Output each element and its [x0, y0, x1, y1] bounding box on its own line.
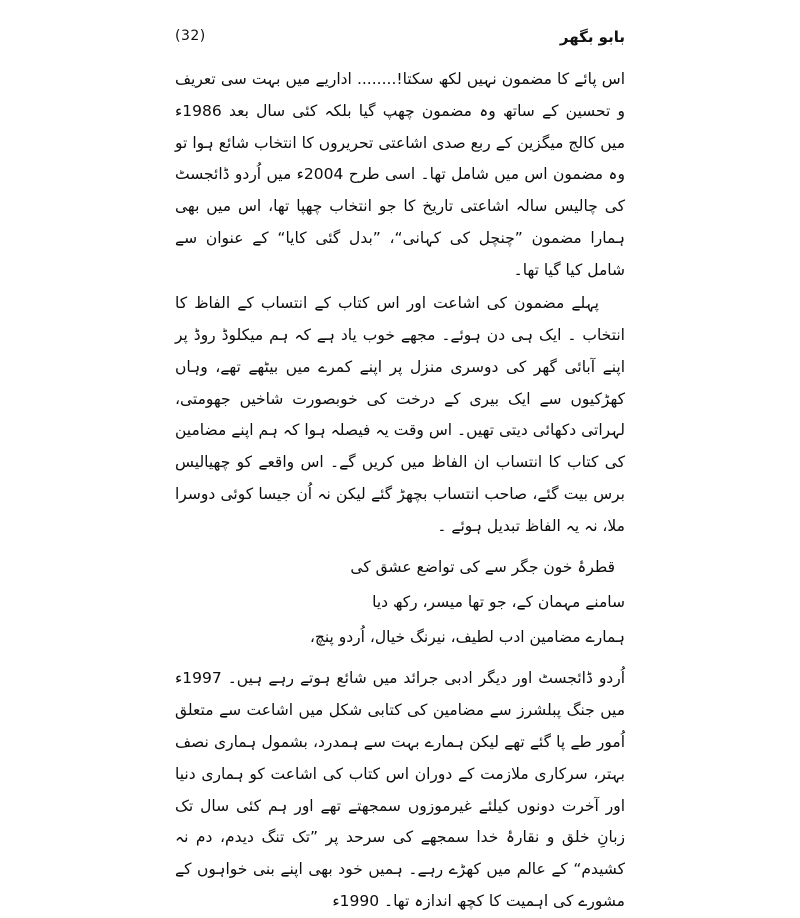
- page-number: (32): [175, 28, 206, 44]
- verse-line-3: ہمارے مضامین ادب لطیف، نیرنگ خیال، اُردو پنچ،: [309, 628, 625, 647]
- book-title: بابو بگھر: [559, 28, 625, 46]
- body-text: [175, 64, 625, 918]
- paragraph-3: اُردو ڈائجسٹ اور دیگر ادبی جرائد میں شائع ہوتے رہے ہیں۔ 1997ء میں جنگ پبلشرز سے مضامین کی کتابی شکل میں اشاعت سے متعلق اُمور طے پا گئے تھے لیکن ہمارے بہت سے ہمدرد، بشمول ہماری نصف بہتر، سرکاری ملازمت کے دوران اس کتاب کی اشاعت کو ہماری دنیا اور آخرت دونوں کیلئے غیرموزوں سمجھتے تھے اور ہم کئی سال تک زبانِ خلق و نقارۂ خدا سمجھے کی سرحد پر ”تک تنگ دیدم، دم نہ کشیدم“ کے عالم میں کھڑے رہے۔ ہمیں خود بھی اپنے بنی خواہوں کے مشورے کی اہمیت کا کچھ اندازہ تھا۔ 1990ء: [175, 669, 625, 910]
- verse-line-2: سامنے مہمان کے، جو تھا میسر، رکھ دیا: [372, 593, 625, 612]
- verse-block: [175, 552, 625, 653]
- paragraph-2: پہلے مضمون کی اشاعت اور اس کتاب کے انتساب کے الفاظ کا انتخاب ۔ ایک ہی دن ہوئے۔ مجھے خوب یاد ہے کہ ہم میکلوڈ روڈ پر اپنے آبائی گھر کی دوسری منزل پر اپنے کمرے میں بیٹھے تھے، وہاں کھڑکیوں سے ایک بیری کے درخت کی خوبصورت شاخیں جھومتی، لہراتی دکھائی دیتی تھیں۔ اس وقت یہ فیصلہ ہوا کہ ہم اپنے مضامین کی کتاب کا انتساب ان الفاظ میں کریں گے۔ اس واقعے کو چھیالیس برس بیت گئے، صاحب انتساب بچھڑ گئے لیکن نہ اُن جیسا کوئی دوسرا ملا، نہ یہ الفاظ تبدیل ہوئے ۔: [175, 294, 625, 535]
- page-content: [175, 28, 625, 910]
- page-header: [175, 28, 625, 46]
- verse-line-1: قطرۂ خون جگر سے کی تواضع عشق کی: [350, 558, 615, 577]
- paragraph-1: اس پائے کا مضمون نہیں لکھ سکتا!........ اداریے میں بہت سی تعریف و تحسین کے ساتھ وہ مضمون چھپ گیا بلکہ کئی سال بعد 1986ء میں کالج میگزین کے ربع صدی اشاعتی تحریروں کا انتخاب شائع ہوا تو وہ مضمون اس میں شامل تھا۔ اسی طرح 2004ء میں اُردو ڈائجسٹ کی چالیس سالہ اشاعتی تاریخ کا جو انتخاب چھپا تھا، اس میں بھی ہمارا مضمون ”چنچل کی کہانی“، ”بدل گئی کایا“ کے عنوان سے شامل کیا گیا تھا۔: [175, 70, 625, 279]
